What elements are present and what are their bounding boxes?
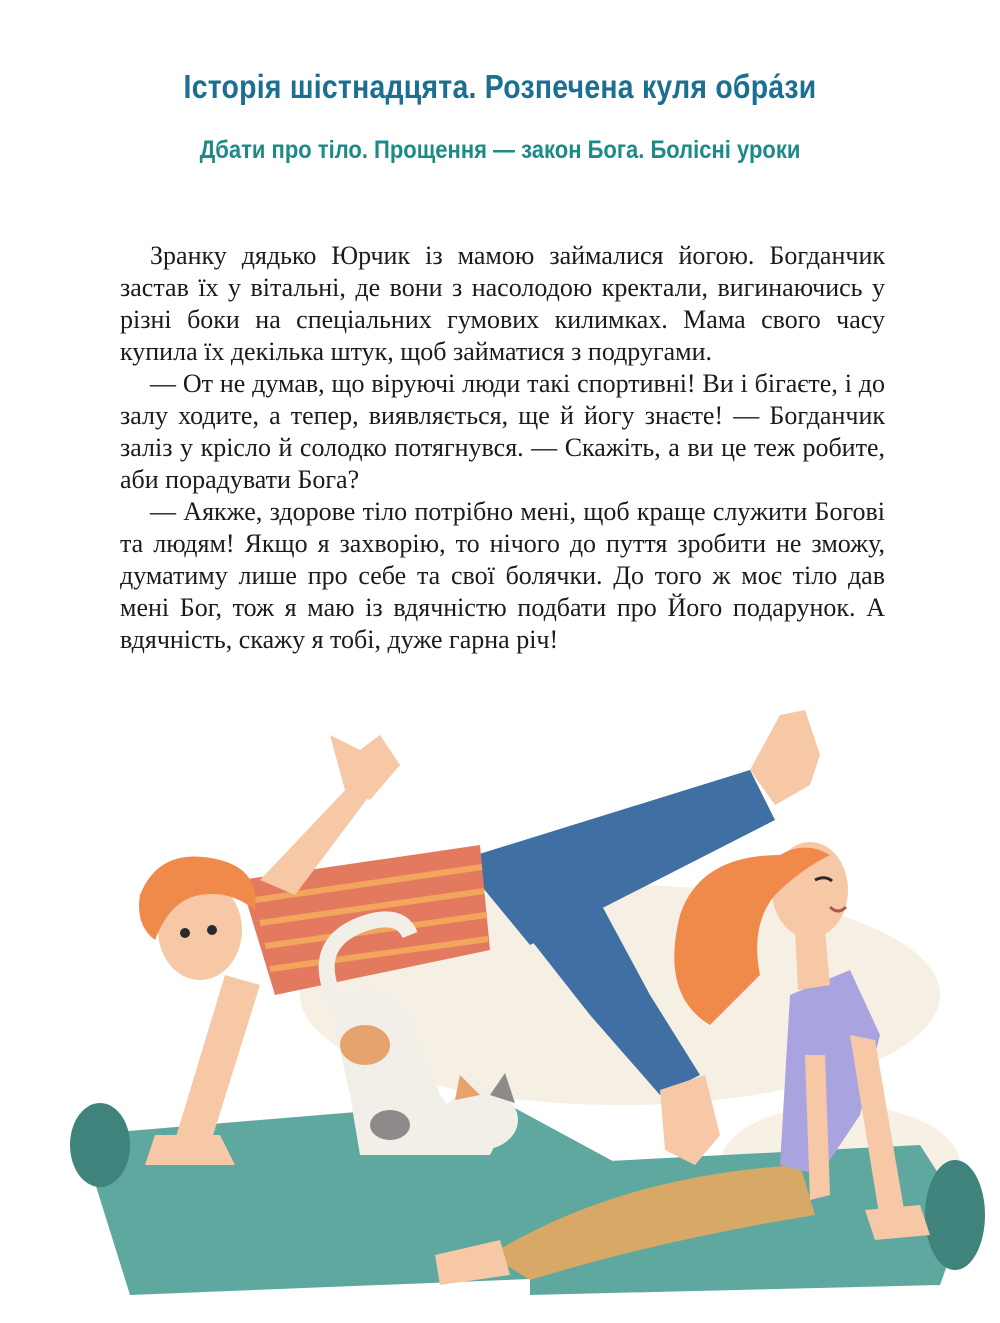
chapter-title: Історія шістнадцята. Розпечена куля обра́зи: [183, 68, 817, 105]
man-support-hand: [145, 1135, 235, 1165]
cat-orange-patch: [340, 1025, 390, 1065]
story-text: [120, 240, 885, 656]
man-eye-right: [207, 925, 217, 935]
man-raised-hand: [330, 735, 400, 800]
man-eye-left: [180, 928, 190, 938]
man-support-arm: [175, 975, 260, 1145]
woman-neck: [795, 930, 830, 990]
chapter-subtitle: Дбати про тіло. Прощення — закон Бога. Болісні уроки: [199, 136, 801, 164]
paragraph-3: — Аякже, здорове тіло потрібно мені, щоб краще служити Богові та людям! Якщо я захворію, то нічого до пуття зробити не зможу, думатиму лише про себе та свої болячки. До того ж моє тіло дав мені Бог, тож я маю із вдячністю подбати про Його подарунок. А вдячність, скажу я тобі, дуже гарна річ!: [120, 497, 885, 654]
cat-gray-patch: [370, 1110, 410, 1140]
man-raised-foot: [750, 710, 820, 805]
woman-hand-front: [865, 1205, 930, 1240]
mat-roll-right: [925, 1160, 985, 1270]
yoga-scene-illustration: [60, 695, 990, 1315]
paragraph-2: — От не думав, що віруючі люди такі спортивні! Ви і бігаєте, і до залу ходите, а тепер, виявляється, ще й йогу знаєте! — Богданчик заліз у крісло й солодко потягнувся. — Скажіть, а ви це теж робите, аби порадувати Бога?: [120, 369, 885, 494]
mat-roll-left: [70, 1103, 130, 1187]
paragraph-1: Зранку дядько Юрчик із мамою займалися йогою. Богданчик застав їх у вітальні, де вони з насолодою кректали, вигинаючись у різні боки на спеціальних гумових килимках. Мама свого часу купила їх декілька штук, щоб займатися з подругами.: [120, 241, 885, 366]
